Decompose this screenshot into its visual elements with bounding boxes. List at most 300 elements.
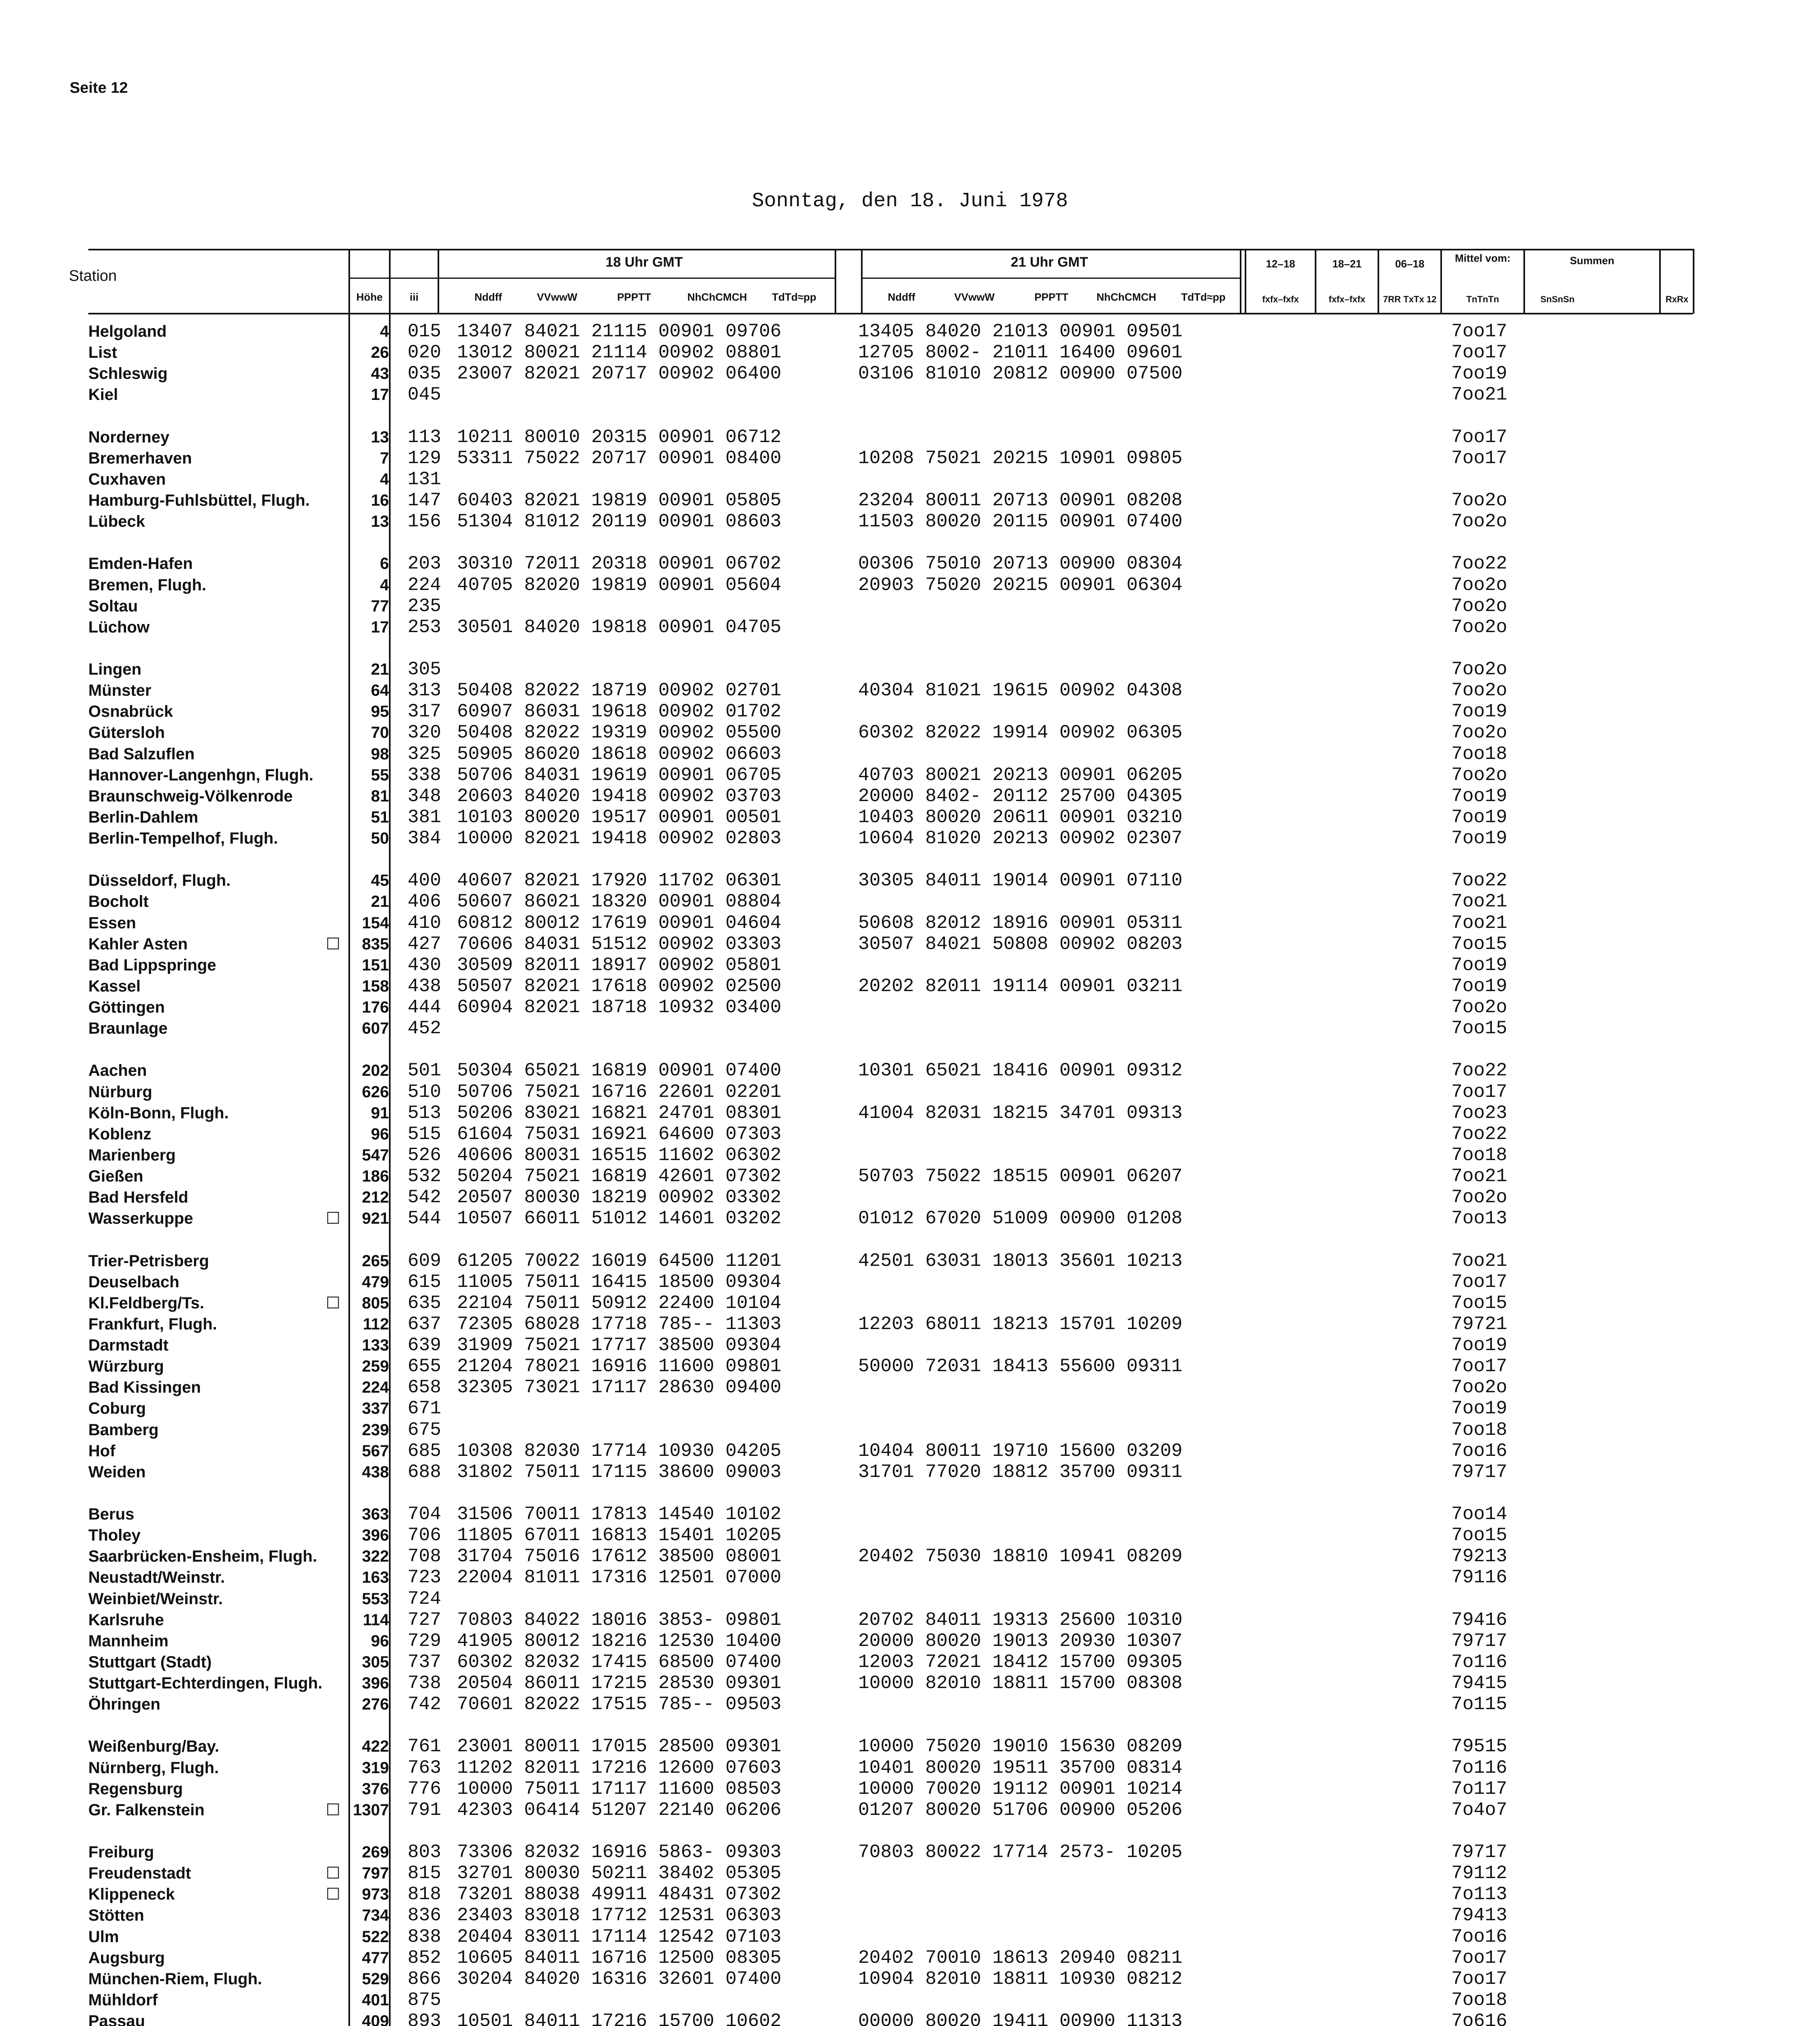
station-iii: 866 [408,1968,441,1990]
station-name: Lingen [88,660,142,678]
station-name: Göttingen [88,998,165,1016]
station-hoehe: 479 [362,1273,389,1291]
obs-21: 20202 82011 19114 00901 03211 [858,975,1183,997]
station-name: Hannover-Langenhgn, Flugh. [88,766,314,784]
obs-21 [858,955,1239,976]
obs-18: 42303 06414 51207 22140 06206 [457,1799,782,1821]
obs-21: 20000 8402- 20112 25700 04305 [858,785,1183,807]
obs-21: 20000 80020 19013 20930 10307 [858,1630,1183,1652]
station-hoehe: 835 [362,935,389,953]
table-row-spacer [457,406,846,427]
station-iii: 131 [408,468,441,490]
obs-18 [457,659,846,680]
mittel-value: 79413 [1451,1905,1507,1926]
station-iii: 637 [408,1313,441,1335]
station-hoehe: 51 [371,808,389,826]
obs-21: 50608 82012 18916 00901 05311 [858,912,1183,934]
obs-21: 12705 8002- 21011 16400 09601 [858,342,1183,363]
mittel-value: 7oo17 [1451,1968,1507,1990]
station-name: Emden-Hafen [88,555,193,573]
obs-18: 53311 75022 20717 00901 08400 [457,447,782,469]
station-iii: 510 [408,1081,441,1103]
obs-21 [858,1419,1239,1440]
obs-21 [858,617,1239,638]
obs-21 [858,1145,1239,1166]
station-hoehe: 77 [371,597,389,615]
station-name: Düsseldorf, Flugh. [88,872,231,890]
obs-21: 10604 81020 20213 00902 02307 [858,828,1183,849]
table-row-spacer [457,849,846,870]
station-name: Neustadt/Weinstr. [88,1569,225,1587]
table-row-spacer [408,1715,448,1736]
station-hoehe: 322 [362,1547,389,1566]
mittel-value: 7oo22 [1451,1123,1507,1145]
obs-18 [457,1419,846,1440]
mittel-value: 7oo17 [1451,426,1507,448]
station-iii: 875 [408,1989,441,2011]
obs-21: 12203 68011 18213 15701 10209 [858,1313,1183,1335]
table-row-spacer [88,532,348,553]
mittel-value: 7oo2o [1451,595,1507,617]
obs-18: 22104 75011 50912 22400 10104 [457,1292,782,1314]
station-iii: 406 [408,891,441,913]
obs-18: 50206 83021 16821 24701 08301 [457,1102,782,1124]
station-iii: 852 [408,1947,441,1968]
obs-18: 50304 65021 16819 00901 07400 [457,1060,782,1081]
station-iii: 325 [408,743,441,765]
obs-18: 32701 80030 50211 38402 05305 [457,1863,782,1884]
station-hoehe: 151 [362,956,389,974]
mittel-value: 7oo17 [1451,1947,1507,1968]
obs-21: 70803 80022 17714 2573- 10205 [858,1842,1183,1863]
station-iii: 542 [408,1187,441,1208]
station-name: Öhringen [88,1695,160,1714]
obs-21: 50000 72031 18413 55600 09311 [858,1356,1183,1377]
obs-18: 10605 84011 16716 12500 08305 [457,1947,782,1968]
obs-21: 00306 75010 20713 00900 08304 [858,553,1183,575]
station-iii: 761 [408,1736,441,1757]
station-iii: 400 [408,870,441,891]
station-name: Trier-Petrisberg [88,1252,209,1270]
station-iii: 738 [408,1673,441,1694]
mittel-value: 7oo15 [1451,1292,1507,1314]
station-name: Bad Lippspringe [88,956,216,974]
table-row-spacer [1426,1039,1507,1060]
station-name: Cuxhaven [88,470,166,488]
table-row-spacer [88,1229,348,1250]
table-row-spacer [1426,849,1507,870]
station-hoehe: 158 [362,977,389,995]
header-21-col-2: VVwwW [954,291,995,303]
obs-18: 50204 75021 16819 42601 07302 [457,1166,782,1187]
mittel-value: 7oo21 [1451,912,1507,934]
station-iii: 224 [408,574,441,596]
station-iii: 763 [408,1757,441,1778]
station-iii: 737 [408,1651,441,1673]
obs-18: 20404 83011 17114 12542 07103 [457,1926,782,1947]
station-hoehe: 133 [362,1336,389,1354]
station-name: Passau [88,2012,145,2026]
obs-18: 20504 86011 17215 28530 09301 [457,1673,782,1694]
obs-18: 50905 86020 18618 00902 06603 [457,743,782,765]
obs-21 [858,1884,1239,1905]
obs-18: 60812 80012 17619 00901 04604 [457,912,782,934]
station-hoehe: 4 [380,323,389,340]
table-row-spacer [858,1715,1239,1736]
station-iii: 305 [408,659,441,680]
station-iii: 708 [408,1546,441,1567]
station-hoehe: 163 [362,1569,389,1587]
obs-21: 41004 82031 18215 34701 09313 [858,1102,1183,1124]
station-hoehe: 4 [380,470,389,488]
station-name: Hof [88,1442,115,1460]
obs-18 [457,1990,846,2011]
table-row-spacer [457,1483,846,1504]
obs-21: 20402 70010 18613 20940 08211 [858,1947,1183,1968]
station-iii: 688 [408,1461,441,1483]
iii-column [408,321,448,2026]
obs-18: 50706 84031 19619 00901 06705 [457,764,782,786]
table-row-spacer [1426,1483,1507,1504]
station-hoehe: 21 [371,660,389,678]
header-18-uhr: 18 Uhr GMT [605,254,683,270]
mittel-value: 79116 [1451,1567,1507,1588]
obs-21 [858,1990,1239,2011]
obs-18: 61604 75031 16921 64600 07303 [457,1123,782,1145]
mittel-value: 7oo2o [1451,490,1507,511]
station-name: Soltau [88,597,138,615]
page-label: Seite 12 [70,79,128,96]
mittel-value: 7o4o7 [1451,1799,1507,1821]
station-iii: 639 [408,1335,441,1356]
obs-21: 40703 80021 20213 00901 06205 [858,764,1183,786]
table-row-spacer [341,1821,389,1842]
station-name: Gr. Falkenstein ☐ [88,1799,348,1821]
obs-18: 10000 75011 17117 11600 08503 [457,1778,782,1799]
obs-21: 10301 65021 18416 00901 09312 [858,1060,1183,1081]
observations-18-column [457,321,846,2026]
station-hoehe: 112 [363,1315,389,1333]
obs-18: 60904 82021 18718 10932 03400 [457,997,782,1018]
obs-18: 41905 80012 18216 12530 10400 [457,1630,782,1652]
obs-18: 50408 82022 19319 00902 05500 [457,722,782,744]
station-hoehe: 567 [362,1442,389,1460]
station-iii: 776 [408,1778,441,1799]
mittel-value: 7oo17 [1451,1081,1507,1103]
station-iii: 381 [408,806,441,828]
table-row-spacer [1426,1715,1507,1736]
obs-21: 10401 80020 19511 35700 08314 [858,1757,1183,1778]
square-icon: ☐ [326,1294,340,1312]
station-name: Bremen, Flugh. [88,576,207,594]
station-hoehe: 7 [380,449,389,467]
station-iii: 685 [408,1440,441,1462]
mittel-value: 7oo19 [1451,806,1507,828]
obs-18: 13012 80021 21114 00902 08801 [457,342,782,363]
station-hoehe: 921 [362,1210,389,1228]
station-hoehe: 805 [362,1294,389,1312]
obs-18: 50408 82022 18719 00902 02701 [457,680,782,701]
obs-18: 40607 82021 17920 11702 06301 [457,870,782,891]
obs-21: 11503 80020 20115 00901 07400 [858,511,1183,532]
obs-18: 31802 75011 17115 38600 09003 [457,1461,782,1483]
header-iii: iii [410,291,419,303]
obs-18 [457,469,846,490]
header-sub-2: fxfx–fxfx [1329,294,1365,304]
station-name: Mühldorf [88,1991,158,2009]
station-name: Nürnberg, Flugh. [88,1759,219,1777]
station-iii: 113 [408,426,441,448]
mittel-value: 7oo22 [1451,553,1507,575]
obs-18: 22004 81011 17316 12501 07000 [457,1567,782,1588]
station-iii: 671 [408,1398,441,1419]
station-hoehe: 422 [362,1737,389,1756]
obs-21: 40304 81021 19615 00902 04308 [858,680,1183,701]
table-row-spacer [457,532,846,553]
obs-21 [858,1863,1239,1884]
obs-18: 60403 82021 19819 00901 05805 [457,490,782,511]
obs-21 [858,384,1239,405]
station-iii: 156 [408,511,441,532]
station-hoehe: 522 [362,1928,389,1946]
table-row-spacer [341,406,389,427]
mittel-value: 7oo2o [1451,1377,1507,1398]
obs-21: 10000 82010 18811 15700 08308 [858,1673,1183,1694]
header-18-col-4: NhChCMCH [687,291,747,303]
table-row-spacer [858,532,1239,553]
station-name: Kiel [88,386,118,404]
obs-21: 10208 75021 20215 10901 09805 [858,447,1183,469]
obs-21: 01012 67020 51009 00900 01208 [858,1208,1183,1229]
station-iii: 658 [408,1377,441,1398]
obs-21: 10403 80020 20611 00901 03210 [858,806,1183,828]
station-iii: 015 [408,321,441,342]
obs-21 [858,1081,1239,1103]
obs-21: 50703 75022 18515 00901 06207 [858,1166,1183,1187]
station-name: Köln-Bonn, Flugh. [88,1104,229,1122]
obs-18: 72305 68028 17718 785-- 11303 [457,1313,782,1335]
mittel-value: 7oo19 [1451,975,1507,997]
station-iii: 515 [408,1123,441,1145]
table-row-spacer [341,849,389,870]
table-row-spacer [858,406,1239,427]
station-hoehe: 259 [362,1357,389,1376]
mittel-value: 7oo18 [1451,1144,1507,1166]
table-row-spacer [858,1039,1239,1060]
station-iii: 253 [408,616,441,638]
obs-18: 50607 86021 18320 00901 08804 [457,891,782,913]
obs-21 [858,1905,1239,1926]
obs-21 [858,1272,1239,1293]
obs-21 [858,596,1239,617]
station-hoehe: 797 [362,1864,389,1883]
table-row-spacer [1426,1229,1507,1250]
mittel-value: 7o113 [1451,1884,1507,1905]
obs-21 [858,1525,1239,1546]
mittel-value: 79717 [1451,1461,1507,1483]
obs-18: 50706 75021 16716 22601 02201 [457,1081,782,1103]
station-hoehe: 114 [363,1611,389,1629]
station-name: Kl.Feldberg/Ts. ☐ [88,1293,348,1314]
obs-21: 20402 75030 18810 10941 08209 [858,1546,1183,1567]
station-hoehe: 1307 [353,1801,389,1819]
obs-21 [858,1018,1239,1039]
station-iii: 313 [408,680,441,701]
mittel-value: 7oo17 [1451,321,1507,342]
mittel-value: 7oo17 [1451,342,1507,363]
station-iii: 020 [408,342,441,363]
obs-18: 10211 80010 20315 00901 06712 [457,426,782,448]
station-name: Weiden [88,1463,146,1481]
station-hoehe: 55 [371,766,389,784]
obs-21 [858,1187,1239,1208]
obs-21 [858,427,1239,448]
mittel-value: 7oo19 [1451,1398,1507,1419]
obs-18: 10308 82030 17714 10930 04205 [457,1440,782,1462]
table-row-spacer [858,1821,1239,1842]
obs-18: 60302 82032 17415 68500 07400 [457,1651,782,1673]
station-hoehe: 16 [371,492,389,509]
header-18-col-3: PPPTT [617,291,651,303]
obs-21 [858,891,1239,912]
table-row-spacer [341,1229,389,1250]
table-row-spacer [408,1483,448,1504]
station-hoehe: 13 [371,513,389,531]
obs-18: 40705 82020 19819 00901 05604 [457,574,782,596]
station-name: Bad Kissingen [88,1378,201,1397]
station-name: Wasserkuppe ☐ [88,1208,348,1229]
table-row-spacer [1426,1821,1507,1842]
station-hoehe: 337 [362,1400,389,1418]
square-icon: ☐ [326,1801,340,1819]
mittel-value: 7oo18 [1451,1419,1507,1440]
mittel-value: 7oo19 [1451,701,1507,722]
mittel-value: 79112 [1451,1863,1507,1884]
station-iii: 723 [408,1567,441,1588]
hoehe-column [341,321,389,2026]
station-hoehe: 529 [362,1970,389,1988]
mittel-value: 7o616 [1451,2011,1507,2026]
station-name: Nürburg [88,1083,152,1101]
table-row-spacer [858,638,1239,659]
station-name: Braunlage [88,1019,168,1038]
mittel-value: 7oo2o [1451,511,1507,532]
station-iii: 501 [408,1060,441,1081]
mittel-value: 7oo16 [1451,1440,1507,1462]
obs-18: 20507 80030 18219 00902 03302 [457,1187,782,1208]
station-name: Marienberg [88,1146,176,1164]
station-hoehe: 319 [362,1759,389,1777]
mittel-value: 7o116 [1451,1651,1507,1673]
obs-18: 30204 84020 16316 32601 07400 [457,1968,782,1990]
obs-21 [858,659,1239,680]
header-sub-4: TnTnTn [1466,294,1499,304]
obs-18: 10103 80020 19517 00901 00501 [457,806,782,828]
station-hoehe: 734 [362,1906,389,1925]
station-name: Hamburg-Fuhlsbüttel, Flugh. [88,492,310,509]
mittel-value: 7oo17 [1451,447,1507,469]
station-name: Coburg [88,1400,146,1418]
obs-21: 12003 72021 18412 15700 09305 [858,1651,1183,1673]
station-hoehe: 17 [371,618,389,636]
station-iii: 675 [408,1419,441,1440]
table-row-spacer [341,1483,389,1504]
table-row-spacer [408,638,448,659]
station-hoehe: 43 [371,365,389,383]
station-hoehe: 396 [362,1526,389,1545]
obs-18: 11202 82011 17216 12600 07603 [457,1757,782,1778]
station-iii: 438 [408,975,441,997]
obs-21: 10404 80011 19710 15600 03209 [858,1440,1183,1462]
table-row-spacer [341,1715,389,1736]
header-period-18-21: 18–21 [1332,258,1362,270]
obs-18: 31704 75016 17612 38500 08001 [457,1546,782,1567]
station-name: Würzburg [88,1357,164,1376]
station-hoehe: 6 [380,555,389,573]
station-iii: 893 [408,2011,441,2026]
mittel-value: 7oo22 [1451,870,1507,891]
obs-21: 20903 75020 20215 00901 06304 [858,574,1183,596]
obs-18: 70606 84031 51512 00902 03303 [457,933,782,955]
header-21-col-3: PPPTT [1034,291,1068,303]
header-21-col-1: Nddff [888,291,915,303]
square-icon: ☐ [326,1885,340,1904]
obs-18: 51304 81012 20119 00901 08603 [457,511,782,532]
mittel-value: 7oo17 [1451,1271,1507,1293]
station-hoehe: 202 [362,1062,389,1080]
table-row-spacer [457,1715,846,1736]
obs-21 [858,1567,1239,1588]
station-hoehe: 96 [371,1632,389,1650]
station-iii: 203 [408,553,441,575]
station-iii: 532 [408,1166,441,1187]
station-hoehe: 91 [371,1104,389,1122]
mittel-value: 7oo21 [1451,1250,1507,1272]
mittel-value: 7oo21 [1451,1166,1507,1187]
station-name: List [88,344,117,362]
obs-18: 40606 80031 16515 11602 06302 [457,1144,782,1166]
obs-18: 21204 78021 16916 11600 09801 [457,1356,782,1377]
mittel-value: 79213 [1451,1546,1507,1567]
station-name: Münster [88,682,152,700]
mittel-value: 7oo2o [1451,722,1507,744]
header-station: Station [69,267,117,284]
mittel-value: 7oo19 [1451,363,1507,385]
station-iii: 704 [408,1504,441,1525]
table-row-spacer [457,1821,846,1842]
obs-18 [457,1018,846,1039]
station-hoehe: 154 [362,914,389,932]
obs-18 [457,1588,846,1609]
station-hoehe: 21 [371,893,389,911]
obs-18: 23001 80011 17015 28500 09301 [457,1736,782,1757]
mittel-value: 7oo19 [1451,785,1507,807]
station-iii: 838 [408,1926,441,1947]
station-hoehe: 626 [362,1083,389,1101]
station-iii: 815 [408,1863,441,1884]
mittel-value: 7oo15 [1451,933,1507,955]
station-hoehe: 239 [362,1421,389,1439]
table-row-spacer [88,849,348,870]
station-hoehe: 477 [362,1949,389,1967]
station-hoehe: 13 [371,428,389,446]
station-hoehe: 50 [371,829,389,847]
obs-18: 11005 75011 16415 18500 09304 [457,1271,782,1293]
mittel-value [1426,469,1507,490]
station-name: Lüchow [88,618,150,636]
table-row-spacer [408,849,448,870]
mittel-value: 7oo2o [1451,1187,1507,1208]
